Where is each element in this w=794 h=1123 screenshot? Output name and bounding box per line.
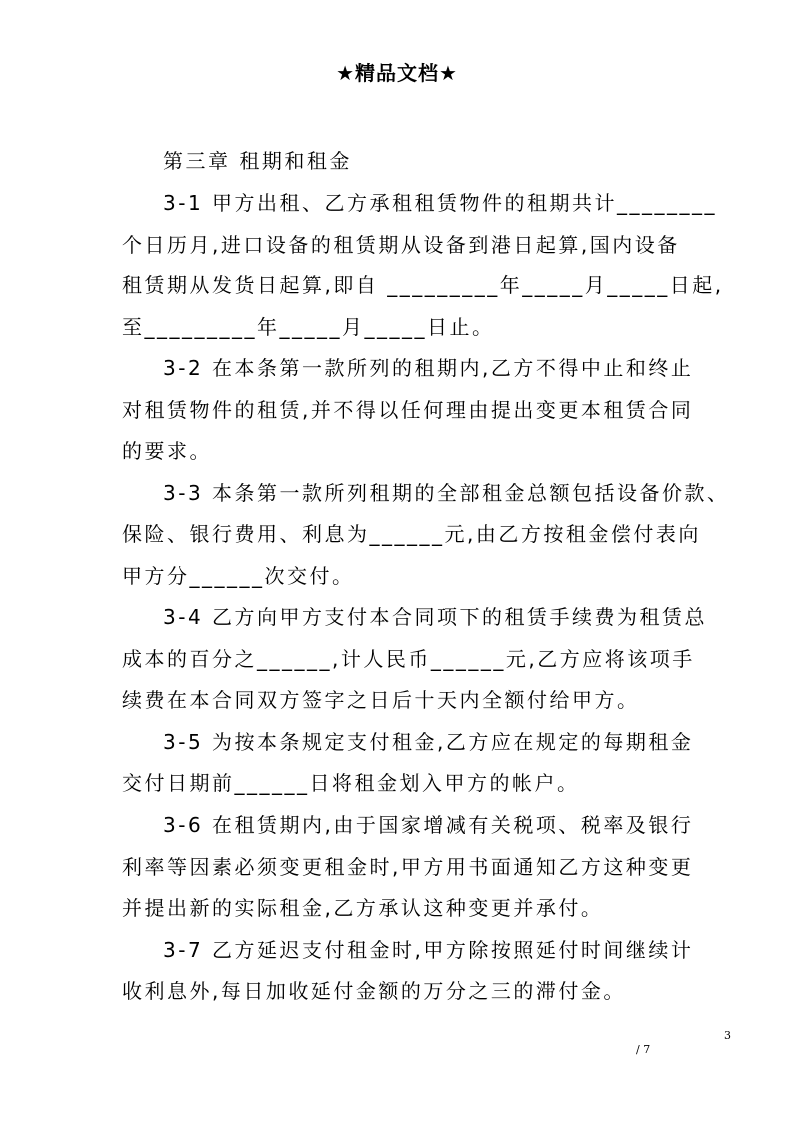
paragraph-line: 3-2 在本条第一款所列的租期内,乙方不得中止和终止 <box>163 356 694 380</box>
paragraph-line: 至_________年_____月_____日止。 <box>122 315 495 339</box>
page-total: / 7 <box>636 1043 651 1056</box>
paragraph-line: 对租赁物件的租赁,并不得以任何理由提出变更本租赁合同 <box>122 398 694 422</box>
paragraph-line: 3-5 为按本条规定支付租金,乙方应在规定的每期租金 <box>163 730 694 754</box>
paragraph-line: 续费在本合同双方签字之日后十天内全额付给甲方。 <box>122 688 640 712</box>
page-number: 3 <box>724 1029 731 1042</box>
paragraph-line: 3-7 乙方延迟支付租金时,甲方除按照延付时间继续计 <box>163 938 694 962</box>
paragraph-line: 3-3 本条第一款所列租期的全部租金总额包括设备价款、 <box>163 481 730 505</box>
paragraph-line: 个日历月,进口设备的租赁期从设备到港日起算,国内设备 <box>122 233 680 257</box>
paragraph-line: 的要求。 <box>122 439 212 463</box>
chapter-heading: 第三章 租期和租金 <box>163 149 352 173</box>
paragraph-line: 租赁期从发货日起算,即自 _________年_____月_____日起, <box>122 273 724 297</box>
paragraph-line: 交付日期前______日将租金划入甲方的帐户。 <box>122 771 580 795</box>
paragraph-line: 保险、银行费用、利息为______元,由乙方按租金偿付表向 <box>122 522 701 546</box>
paragraph-line: 并提出新的实际租金,乙方承认这种变更并承付。 <box>122 896 604 920</box>
paragraph-line: 利率等因素必须变更租金时,甲方用书面通知乙方这种变更 <box>122 855 694 879</box>
paragraph-line: 3-6 在租赁期内,由于国家增减有关税项、税率及银行 <box>163 813 694 837</box>
page-header-title: ★精品文档★ <box>336 61 458 85</box>
paragraph-line: 3-4 乙方向甲方支付本合同项下的租赁手续费为租赁总 <box>163 605 708 629</box>
paragraph-line: 甲方分______次交付。 <box>122 564 355 588</box>
paragraph-line: 成本的百分之______,计人民币______元,乙方应将该项手 <box>122 647 695 671</box>
paragraph-line: 收利息外,每日加收延付金额的万分之三的滞付金。 <box>122 979 626 1003</box>
paragraph-line: 3-1 甲方出租、乙方承租租赁物件的租期共计________ <box>163 191 718 215</box>
